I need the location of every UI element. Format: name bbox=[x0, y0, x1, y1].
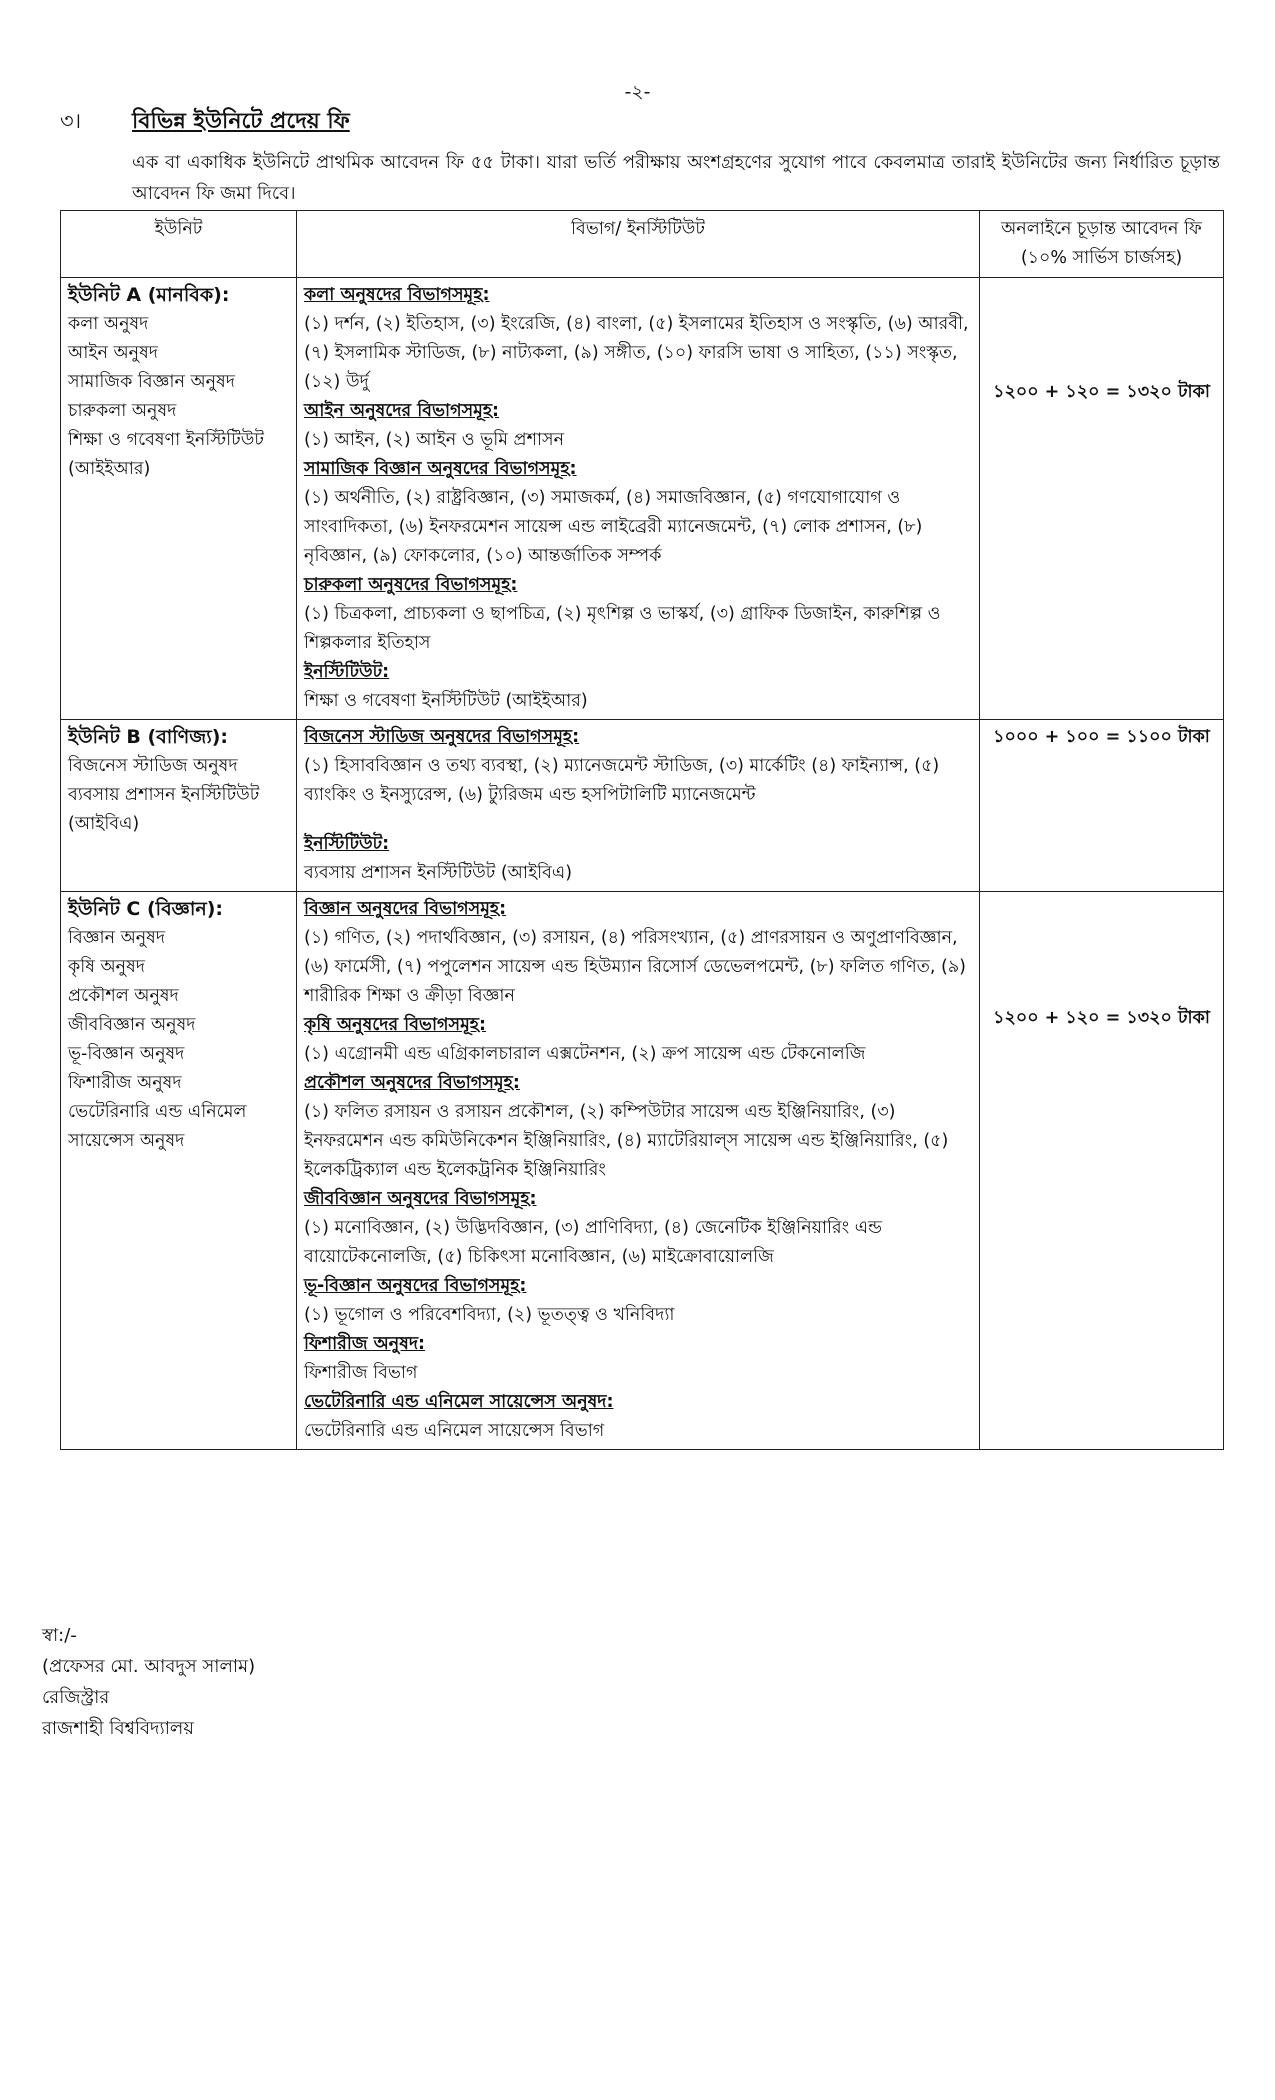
unit-faculty: জীববিজ্ঞান অনুষদ bbox=[68, 1015, 196, 1035]
unit-faculty: ব্যবসায় প্রশাসন ইনস্টিটিউট bbox=[68, 785, 260, 805]
unit-a-cell bbox=[61, 278, 297, 720]
unit-faculty: বিজনেস স্টাডিজ অনুষদ bbox=[68, 756, 238, 776]
section-heading bbox=[60, 104, 1220, 141]
unit-c-departments bbox=[297, 892, 980, 1450]
group-departments: (১) আইন, (২) আইন ও ভূমি প্রশাসন bbox=[304, 430, 565, 450]
group-departments: (১) দর্শন, (২) ইতিহাস, (৩) ইংরেজি, (৪) বাংলা, (৫) ইসলামের ইতিহাস ও সংস্কৃতি, (৬) আরবী, (৭) ইসলামিক স্টাডিজ, (৮) নাট্যকলা, (৯) সঙ্গীত, (১০) ফারসি ভাষা ও সাহিত্য, (১১) সংস্কৃত, (১২) উর্দু bbox=[304, 314, 969, 392]
unit-faculty: (আইবিএ) bbox=[68, 814, 140, 834]
header-department: বিভাগ/ ইনস্টিটিউট bbox=[297, 211, 980, 278]
unit-b-title: ইউনিট B (বাণিজ্য): bbox=[68, 726, 229, 748]
group-departments: ফিশারীজ বিভাগ bbox=[304, 1363, 418, 1383]
unit-b-fee: ১০০০ + ১০০ = ১১০০ টাকা bbox=[980, 720, 1224, 892]
unit-a-fee: ১২০০ + ১২০ = ১৩২০ টাকা bbox=[980, 278, 1224, 720]
unit-faculty: শিক্ষা ও গবেষণা ইনস্টিটিউট bbox=[68, 430, 264, 450]
group-title: ফিশারীজ অনুষদ: bbox=[304, 1334, 426, 1354]
section-intro: এক বা একাধিক ইউনিটে প্রাথমিক আবেদন ফি ৫৫ টাকা। যারা ভর্তি পরীক্ষায় অংশগ্রহণের সুযোগ পাবে কেবলমাত্র তারাই ইউনিটের জন্য নির্ধারিত চূড়ান্ত আবেদন ফি জমা দিবে। bbox=[132, 152, 1220, 204]
group-title: বিজ্ঞান অনুষদের বিভাগসমূহ: bbox=[304, 899, 507, 919]
signatory-designation: রেজিস্ট্রার bbox=[42, 1687, 110, 1708]
group-departments: (১) মনোবিজ্ঞান, (২) উদ্ভিদবিজ্ঞান, (৩) প্রাণিবিদ্যা, (৪) জেনেটিক ইঞ্জিনিয়ারিং এন্ড বায়োটেকনোলজি, (৫) চিকিৎসা মনোবিজ্ঞান, (৬) মাইক্রোবায়োলজি bbox=[304, 1218, 883, 1267]
group-title: ভেটেরিনারি এন্ড এনিমেল সায়েন্সেস অনুষদ: bbox=[304, 1392, 614, 1412]
unit-faculty: ভূ-বিজ্ঞান অনুষদ bbox=[68, 1044, 185, 1064]
signature-mark: স্বা:/- bbox=[42, 1625, 77, 1646]
signatory-institution: রাজশাহী বিশ্ববিদ্যালয় bbox=[42, 1718, 194, 1739]
group-departments: (১) অর্থনীতি, (২) রাষ্ট্রবিজ্ঞান, (৩) সমাজকর্ম, (৪) সমাজবিজ্ঞান, (৫) গণযোগাযোগ ও সাংবাদিকতা, (৬) ইনফরমেশন সায়েন্স এন্ড লাইব্রেরী ম্যানেজমেন্ট, (৭) লোক প্রশাসন, (৮) নৃবিজ্ঞান, (৯) ফোকলোর, (১০) আন্তর্জাতিক সম্পর্ক bbox=[304, 488, 923, 566]
group-title: কলা অনুষদের বিভাগসমূহ: bbox=[304, 285, 490, 305]
unit-c-fee: ১২০০ + ১২০ = ১৩২০ টাকা bbox=[980, 892, 1224, 1450]
table-row-unit-b bbox=[61, 720, 1224, 892]
unit-b-departments bbox=[297, 720, 980, 892]
unit-faculty: (আইইআর) bbox=[68, 459, 151, 479]
fee-section bbox=[60, 104, 1220, 209]
group-departments: (১) এগ্রোনমী এন্ড এগ্রিকালচারাল এক্সটেনশন, (২) ক্রপ সায়েন্স এন্ড টেকনোলজি bbox=[304, 1044, 866, 1064]
fee-table bbox=[60, 210, 1224, 1450]
group-departments: (১) ভূগোল ও পরিবেশবিদ্যা, (২) ভূতত্ত্ব ও খনিবিদ্যা bbox=[304, 1305, 675, 1325]
unit-faculty: ভেটেরিনারি এন্ড এনিমেল bbox=[68, 1102, 247, 1122]
group-title: জীববিজ্ঞান অনুষদের বিভাগসমূহ: bbox=[304, 1189, 537, 1209]
group-title: সামাজিক বিজ্ঞান অনুষদের বিভাগসমূহ: bbox=[304, 459, 577, 479]
table-row-unit-c bbox=[61, 892, 1224, 1450]
group-title: বিজনেস স্টাডিজ অনুষদের বিভাগসমূহ: bbox=[304, 727, 580, 747]
unit-c-title: ইউনিট C (বিজ্ঞান): bbox=[68, 898, 223, 920]
unit-faculty: সামাজিক বিজ্ঞান অনুষদ bbox=[68, 372, 235, 392]
unit-faculty: প্রকৌশল অনুষদ bbox=[68, 986, 179, 1006]
unit-b-cell bbox=[61, 720, 297, 892]
header-fee bbox=[980, 211, 1224, 278]
group-title: প্রকৌশল অনুষদের বিভাগসমূহ: bbox=[304, 1073, 520, 1093]
unit-faculty: কলা অনুষদ bbox=[68, 314, 149, 334]
header-fee-line1: অনলাইনে চূড়ান্ত আবেদন ফি bbox=[1001, 219, 1202, 239]
group-title: কৃষি অনুষদের বিভাগসমূহ: bbox=[304, 1015, 486, 1035]
group-title: ইনস্টিটিউট: bbox=[304, 834, 390, 854]
group-departments: ভেটেরিনারি এন্ড এনিমেল সায়েন্সেস বিভাগ bbox=[304, 1421, 605, 1441]
group-departments: (১) চিত্রকলা, প্রাচ্যকলা ও ছাপচিত্র, (২) মৃৎশিল্প ও ভাস্কর্য, (৩) গ্রাফিক ডিজাইন, কারুশিল্প ও শিল্পকলার ইতিহাস bbox=[304, 604, 941, 653]
unit-faculty: কৃষি অনুষদ bbox=[68, 957, 145, 977]
unit-faculty: বিজ্ঞান অনুষদ bbox=[68, 928, 166, 948]
group-title: ইনস্টিটিউট: bbox=[304, 662, 390, 682]
unit-a-title: ইউনিট A (মানবিক): bbox=[68, 284, 230, 306]
spacer bbox=[304, 810, 972, 830]
table-row-unit-a bbox=[61, 278, 1224, 720]
section-number: ৩। bbox=[60, 109, 82, 133]
section-title: বিভিন্ন ইউনিটে প্রদেয় ফি bbox=[132, 109, 350, 134]
header-fee-line2: (১০% সার্ভিস চার্জসহ) bbox=[1020, 248, 1183, 268]
group-title: আইন অনুষদের বিভাগসমূহ: bbox=[304, 401, 500, 421]
header-unit: ইউনিট bbox=[61, 211, 297, 278]
signature-block bbox=[42, 1620, 255, 1744]
table-header-row bbox=[61, 211, 1224, 278]
group-departments: শিক্ষা ও গবেষণা ইনস্টিটিউট (আইইআর) bbox=[304, 691, 588, 711]
unit-faculty: আইন অনুষদ bbox=[68, 343, 158, 363]
unit-faculty: ফিশারীজ অনুষদ bbox=[68, 1073, 182, 1093]
group-departments: (১) গণিত, (২) পদার্থবিজ্ঞান, (৩) রসায়ন, (৪) পরিসংখ্যান, (৫) প্রাণরসায়ন ও অণুপ্রাণবিজ্ঞান, (৬) ফার্মেসী, (৭) পপুলেশন সায়েন্স এন্ড হিউম্যান রিসোর্স ডেভেলপমেন্ট, (৮) ফলিত গণিত, (৯) শারীরিক শিক্ষা ও ক্রীড়া বিজ্ঞান bbox=[304, 928, 967, 1006]
group-title: চারুকলা অনুষদের বিভাগসমূহ: bbox=[304, 575, 518, 595]
group-departments: (১) ফলিত রসায়ন ও রসায়ন প্রকৌশল, (২) কম্পিউটার সায়েন্স এন্ড ইঞ্জিনিয়ারিং, (৩) ইনফরমেশন এন্ড কমিউনিকেশন ইঞ্জিনিয়ারিং, (৪) ম্যাটেরিয়াল্‌স সায়েন্স এন্ড ইঞ্জিনিয়ারিং, (৫) ইলেকট্রিক্যাল এন্ড ইলেকট্রনিক ইঞ্জিনিয়ারিং bbox=[304, 1102, 949, 1180]
unit-faculty: সায়েন্সেস অনুষদ bbox=[68, 1131, 185, 1151]
page-number: -২- bbox=[624, 81, 651, 103]
signatory-name: (প্রফেসর মো. আবদুস সালাম) bbox=[42, 1656, 256, 1677]
group-departments: ব্যবসায় প্রশাসন ইনস্টিটিউট (আইবিএ) bbox=[304, 863, 573, 883]
group-title: ভূ-বিজ্ঞান অনুষদের বিভাগসমূহ: bbox=[304, 1276, 527, 1296]
unit-a-departments bbox=[297, 278, 980, 720]
unit-faculty: চারুকলা অনুষদ bbox=[68, 401, 177, 421]
group-departments: (১) হিসাববিজ্ঞান ও তথ্য ব্যবস্থা, (২) ম্যানেজমেন্ট স্টাডিজ, (৩) মার্কেটিং (৪) ফাইন্যান্স, (৫) ব্যাংকিং ও ইনস্যুরেন্স, (৬) ট্যুরিজম এন্ড হসপিটালিটি ম্যানেজমেন্ট bbox=[304, 756, 940, 805]
unit-c-cell bbox=[61, 892, 297, 1450]
